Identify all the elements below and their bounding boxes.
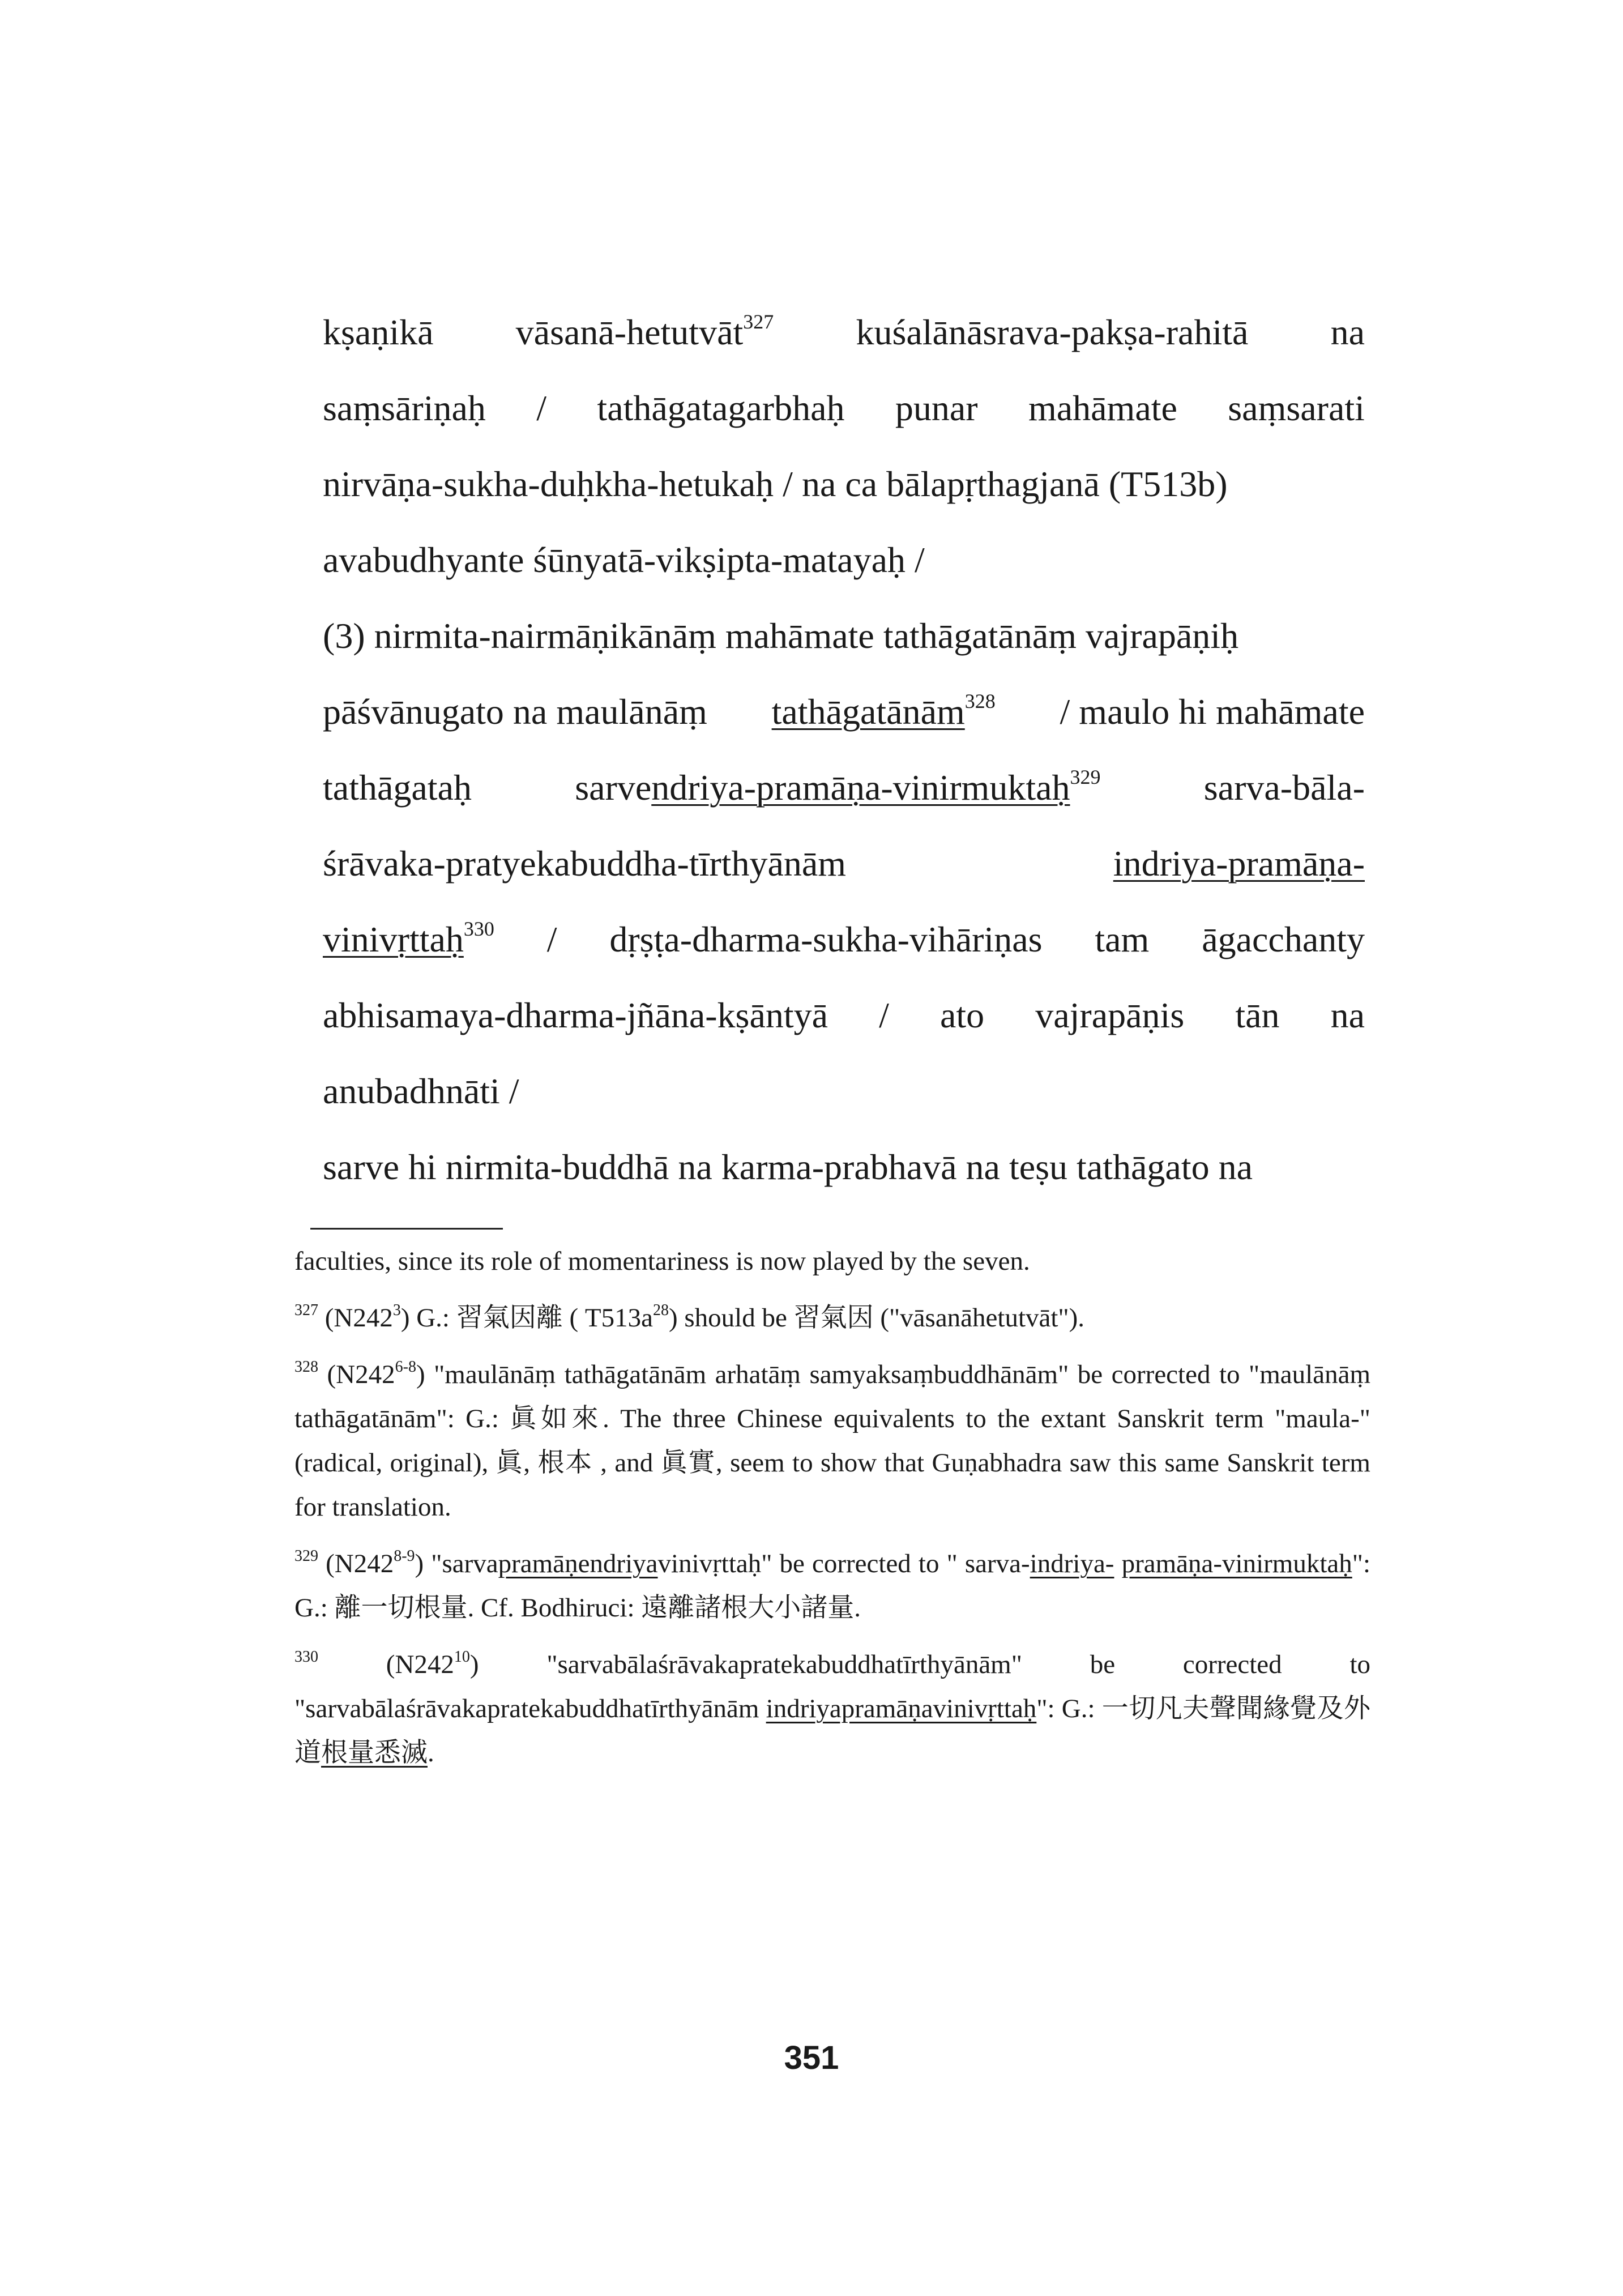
text-line: (3) nirmita-nairmāṇikānāṃ mahāmate tathāgatānāṃ vajrapāṇiḥ [323,616,1239,656]
text-line: anubadhnāti / [323,1071,519,1111]
main-text [323,295,1365,1205]
text-line: avabudhyante śūnyatā-vikṣipta-matayaḥ / [323,540,925,580]
footnotes [294,1239,1370,1775]
text-line: tathāgataḥ sarvendriya-pramāṇa-vinirmuktaḥ$^{329}$ sarva-bāla- [323,766,1365,808]
footnote-330: $^{330}$ $(N242^{10})$ "sarvabālaśrāvakapratekabuddhatīrthyānām" be corrected to "sarvabālaśrāvakapratekabuddhatīrthyānām indriyapramāṇavinivṛttaḥ": G.: 一切凡夫聲聞緣覺及外道根量悉滅. [294,1648,1370,1768]
footnote-ref: 328 [964,690,996,712]
page-number: 351 [784,2039,839,2076]
footnote-ref: 330 [463,917,494,940]
text-line: śrāvaka-pratyekabuddha-tīrthyānām indriya-pramāṇa- [323,843,1365,884]
text-line: sarve hi nirmita-buddhā na karma-prabhavā na teṣu tathāgato na [323,1147,1253,1187]
text-line: kṣaṇikā vāsanā-hetutvāt$^{327}$ kuśalānāsrava-pakṣa-rahitā na [323,310,1365,352]
footnote-continuation: faculties, since its role of momentariness is now played by the seven. [294,1247,1030,1276]
text-line: abhisamaya-dharma-jñāna-kṣāntyā / ato vajrapāṇis tān na [323,995,1365,1035]
footnote-rule [310,1228,503,1230]
text-line: pāśvānugato na maulānāṃ tathāgatānām$^{328}$ / maulo hi mahāmate [323,690,1365,732]
footnote-328: $^{328}$ (N242$^{6-8}$) "maulānāṃ tathāgatānām arhatāṃ samyaksaṃbuddhānām" be corrected to "maulānāṃ tathāgatānām": G.: 眞如來. The three Chinese equivalents to the extant Sanskrit term "maula-" (radical, original), 眞, 根本 , and 眞實, seem to show that Guṇabhadra saw this same Sanskrit term for translation. [294,1358,1370,1522]
text-line: saṃsāriṇaḥ / tathāgatagarbhaḥ punar mahāmate saṃsarati [323,388,1365,428]
footnote-ref: 327 [743,310,774,333]
footnote-329: $^{329}$ (N242$^{8-9}$) "sarvapramāṇendriyavinivṛttaḥ" be corrected to " sarva-indriya- pramāṇa-vinirmuktaḥ": G.: 離一切根量. Cf. Bodhiruci: 遠離諸根大小諸量. [294,1547,1371,1623]
footnote-ref: 329 [1070,766,1101,788]
footnote-327: $^{327}$ $(N242^3)$ G.: 習氣因離 ( $T513a^{28}$) should be 習氣因 ("vāsanāhetutvāt"). [294,1301,1085,1333]
text-line: nirvāṇa-sukha-duḥkha-hetukaḥ / na ca bālapṛthagjanā (T513b) [323,464,1228,504]
text-line: vinivṛttaḥ$^{330}$ / dṛṣṭa-dharma-sukha-vihāriṇas tam āgacchanty [323,917,1365,959]
